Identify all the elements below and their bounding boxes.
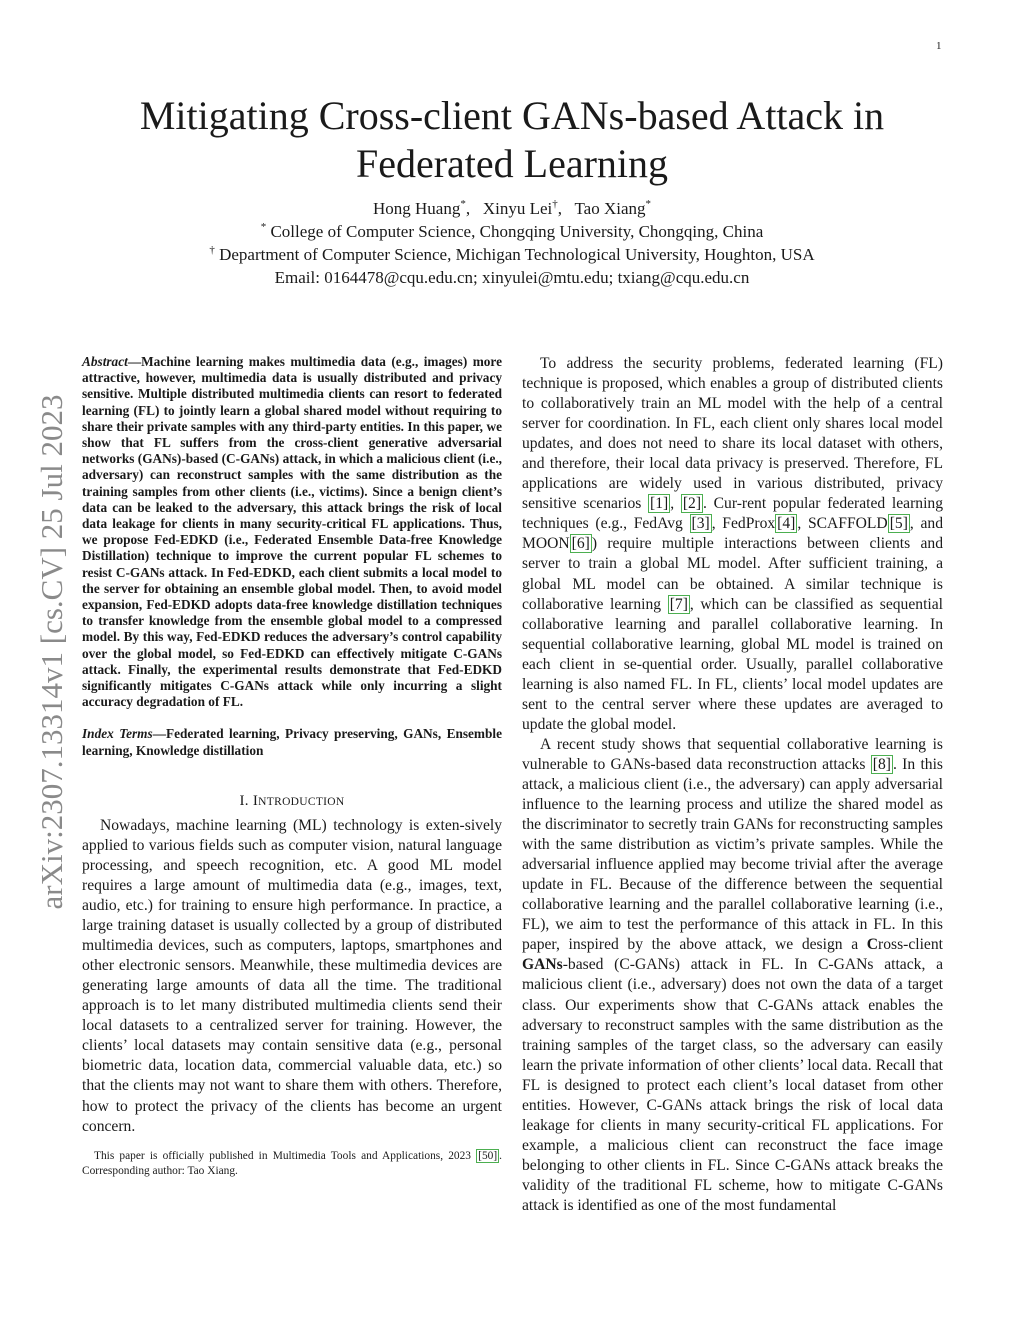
section-title-rest: NTRODUCTION (258, 795, 345, 808)
abstract-label: Abstract (82, 354, 128, 369)
arxiv-stamp[interactable]: arXiv:2307.13314v1 [cs.CV] 25 Jul 2023 (34, 394, 69, 910)
citation-link[interactable]: [6] (571, 535, 590, 553)
text-run: , which can be classified as sequential collaborative learning and parallel collaborative learning. In sequential collaborative learning, global ML model is trained on each client in se-quential order. Usually, parallel collaborative learning is also named FL. In FL, clients’ local model updates are sent to the central server where these updates are averaged to update the global model. (522, 595, 943, 733)
paper-title (100, 92, 924, 188)
right-column (522, 354, 943, 1216)
affiliation-2-text: Department of Computer Science, Michigan Technological University, Houghton, USA (219, 245, 815, 264)
citation-link[interactable]: [3] (691, 515, 710, 533)
index-terms-dash: — (152, 726, 166, 742)
affiliation-1-mark: * (260, 221, 267, 233)
author-sep: , (465, 199, 471, 218)
citation-link[interactable]: [8] (872, 755, 891, 773)
text-run: To address the security problems, federated learning (FL) technique is proposed, which enables a group of distributed clients to collaboratively train an ML model with the help of a central server for coordination. In FL, each client only shares local model updates, and does not need to share its local dataset with others, and therefore, their local data privacy is preserved. Therefore, FL applications are widely used in various distributed, privacy sensitive scenarios (522, 355, 943, 513)
section-number: I. (239, 792, 249, 809)
affiliation-1-text: College of Computer Science, Chongqing University, Chongqing, China (270, 222, 764, 241)
section-heading-introduction (82, 793, 502, 810)
author-2: Xinyu Lei (482, 199, 553, 218)
text-run: ross-client (878, 936, 943, 954)
index-terms (82, 726, 502, 758)
title-line-2: Federated Learning (355, 141, 669, 186)
right-paragraph-1 (522, 354, 943, 735)
citation-link[interactable]: [4] (777, 515, 796, 533)
text-run: , SCAFFOLD (797, 515, 888, 533)
footnote-text-pre: This paper is officially published in Multimedia Tools and Applications, 2023 (94, 1149, 477, 1162)
author-block (100, 197, 924, 289)
text-run: , (670, 495, 681, 513)
index-terms-text: Federated learning, Privacy preserving, GANs, Ensemble learning, Knowledge distillation (82, 726, 502, 758)
footnote (82, 1149, 502, 1179)
text-run: -based (C-GANs) attack in FL. In C-GANs attack, a malicious client (i.e., adversary) does not own the data of a target class. Our experiments show that C-GANs attack enables the adversary to reconstruct samples with the same distribution as the training samples of the target class, so the adversary can easily learn the private information of other clients’ local data. Recall that FL is designed to protect each client’s local dataset from other entities. However, C-GANs attack brings the risk of local data leakage for clients in many security-critical FL applications. For example, a malicious client can reconstruct the face image belonging to other clients in FL. Since C-GANs attack breaks the validity of the traditional FL scheme, how to mitigate C-GANs attack is identified as one of the most fundamental (522, 956, 943, 1214)
abstract-dash: — (127, 354, 142, 369)
intro-paragraph-1: Nowadays, machine learning (ML) technology is exten-sively applied to various fields such as computer vision, natural language processing, and speech recognition, etc. A good ML model requires a large amount of multimedia data (e.g., images, text, audio, etc.) for training to ensure high performance. In practice, a large training dataset is usually collected by a group of distributed multimedia devices, such as computers, laptops, smartphones and other electronic sensors. Meanwhile, these multimedia devices are generating large amounts of data all the time. The traditional approach is to let many distributed multimedia clients send their local datasets to a centralized server for training. However, the clients’ local datasets may contain sensitive data (e.g., personal biometric data, location data, commercial valuable data, etc.) so that the clients may not want to share them with others. Therefore, how to protect the privacy of the clients has become an urgent concern. (82, 816, 502, 1135)
author-1-mark: * (460, 198, 466, 210)
affiliation-1 (100, 220, 924, 243)
author-emails: Email: 0164478@cqu.edu.cn; xinyulei@mtu.edu; txiang@cqu.edu.cn (274, 268, 750, 287)
author-3: Tao Xiang (574, 199, 646, 218)
citation-link[interactable]: [50] (478, 1149, 498, 1162)
text-run: . Cur-rent popular federated learning techniques (e.g., FedAvg (522, 495, 944, 533)
text-run: ) require multiple interactions between clients and server to train a global ML model. After sufficient training, a global ML model can be obtained. A similar technique is collaborative learning (522, 535, 943, 613)
author-3-mark: * (645, 198, 651, 210)
citation-link[interactable]: [1] (650, 495, 669, 513)
author-1: Hong Huang (372, 199, 461, 218)
abstract-text: Machine learning makes multimedia data (e.g., images) more attractive, however, multimedia data is usually distributed and privacy sensitive. Multiple distributed multimedia clients can resort to federated learning (FL) to jointly learn a global shared model without requiring to share their private samples with any third-party entities. In this paper, we show that FL suffers from the cross-client generative adversarial networks (GANs)-based (C-GANs) attack, in which a malicious client (i.e., adversary) can reconstruct samples with the same distribution as the training samples from other clients (i.e., victims). Since a benign client’s data can be leaked to the adversary, this attack brings the risk of local data leakage for clients in many security-critical FL applications. Thus, we propose Fed-EDKD (i.e., Federated Ensemble Data-free Knowledge Distillation) technique to improve the current popular FL schemes to resist C-GANs attack. In Fed-EDKD, each client submits a local model to the server for obtaining an ensemble global model. Then, to avoid model expansion, Fed-EDKD adopts data-free knowledge distillation techniques to transfer knowledge from the ensemble global model to a compressed model. By this way, Fed-EDKD reduces the adversary’s control capability over the global model, so Fed-EDKD can effectively mitigate C-GANs attack. Finally, the experimental results demonstrate that Fed-EDKD significantly mitigates C-GANs attack while only incurring a slight accuracy degradation of FL. (82, 354, 502, 710)
citation-link[interactable]: [2] (682, 495, 702, 513)
section-first-letter: I (252, 792, 259, 809)
right-paragraph-2 (522, 735, 943, 1216)
affiliation-2-mark: † (209, 244, 215, 256)
author-2-mark: † (552, 198, 558, 210)
footnote-text-post: . Corresponding author: Tao Xiang. (82, 1149, 502, 1177)
index-terms-label: Index Terms (82, 726, 153, 742)
abstract (82, 354, 502, 710)
citation-link[interactable]: [5] (889, 515, 908, 533)
bold-term: GANs (522, 956, 563, 974)
bold-letter: C (866, 936, 879, 954)
title-line-1: Mitigating Cross-client GANs-based Attack in (139, 93, 885, 138)
text-run: , and MOON (522, 515, 944, 553)
text-run: A recent study shows that sequential collaborative learning is vulnerable to GANs-based data reconstruction attacks (522, 735, 943, 773)
left-column (82, 354, 502, 1179)
page-number: 1 (936, 40, 942, 52)
text-run: , FedProx (711, 515, 776, 533)
author-sep: , (557, 199, 562, 218)
author-names (100, 197, 924, 220)
citation-link[interactable]: [7] (669, 595, 688, 613)
affiliation-2 (100, 243, 924, 266)
text-run: . In this attack, a malicious client (i.e., the adversary) can apply adversarial influence to the learning process and utilize the shared model as the discriminator to secretly train GANs for reconstructing samples with the same distribution as victim’s private samples. While the adversarial influence applied may become trivial after the average update in FL. Because of the difference between the sequential collaborative learning and the parallel collaborative learning (i.e., FL), we aim to test the performance of this attack in FL. In this paper, inspired by the above attack, we design a (522, 755, 943, 954)
